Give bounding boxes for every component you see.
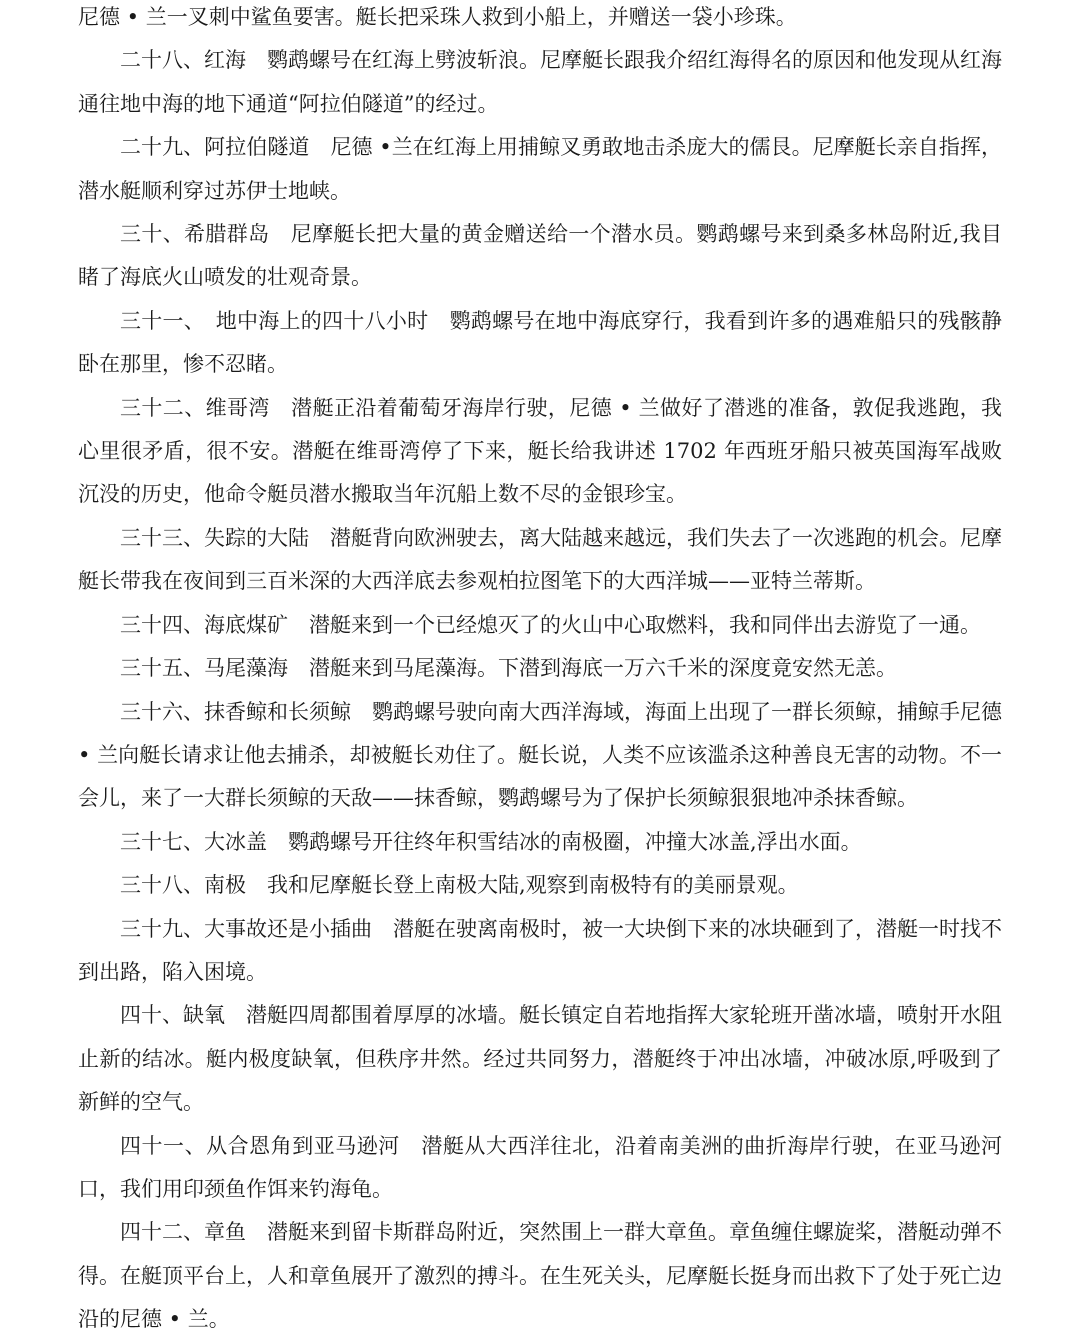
- paragraph-42-octopus: 四十二、章鱼 潜艇来到留卡斯群岛附近，突然围上一群大章鱼。章鱼缠住螺旋桨，潜艇动弹不得。在艇顶平台上，人和章鱼展开了激烈的搏斗。在生死关头，尼摩艇长挺身而出救下了处于死亡边沿的尼德 • 兰。: [78, 1220, 1002, 1332]
- paragraph-32-vigo-bay: 三十二、维哥湾 潜艇正沿着葡萄牙海岸行驶，尼德 • 兰做好了潜逃的准备，敦促我逃跑，我心里很矛盾，很不安。潜艇在维哥湾停了下来，艇长给我讲述 1702 年西班牙船只被英国海军战败沉没的历史，他命令艇员潜水搬取当年沉船上数不尽的金银珍宝。: [78, 395, 1002, 507]
- paragraph-33-lost-continent: 三十三、失踪的大陆 潜艇背向欧洲驶去，离大陆越来越远，我们失去了一次逃跑的机会。尼摩艇长带我在夜间到三百米深的大西洋底去参观柏拉图笔下的大西洋城——亚特兰蒂斯。: [78, 525, 1002, 594]
- paragraph-30-greek-islands: 三十、希腊群岛 尼摩艇长把大量的黄金赠送给一个潜水员。鹦鹉螺号来到桑多林岛附近,我目睹了海底火山喷发的壮观奇景。: [78, 222, 1002, 290]
- paragraph-27-continuation: 尼德 • 兰一叉刺中鲨鱼要害。艇长把采珠人救到小船上，并赠送一袋小珍珠。: [78, 5, 797, 29]
- paragraph-35-sargasso-sea: 三十五、马尾藻海 潜艇来到马尾藻海。下潜到海底一万六千米的深度竟安然无恙。: [120, 656, 897, 681]
- paragraph-29-arabian-tunnel: 二十九、阿拉伯隧道 尼德 •兰在红海上用捕鲸叉勇敢地击杀庞大的儒艮。尼摩艇长亲自指挥，潜水艇顺利穿过苏伊士地峡。: [78, 135, 1002, 203]
- paragraph-39-accident: 三十九、大事故还是小插曲 潜艇在驶离南极时，被一大块倒下来的冰块砸到了，潜艇一时找不到出路，陷入困境。: [78, 916, 1002, 984]
- paragraph-28-red-sea: 二十八、红海 鹦鹉螺号在红海上劈波斩浪。尼摩艇长跟我介绍红海得名的原因和他发现从红海通往地中海的地下通道“阿拉伯隧道”的经过。: [78, 48, 1002, 116]
- paragraph-37-ice-bank: 三十七、大冰盖 鹦鹉螺号开往终年积雪结冰的南极圈，冲撞大冰盖,浮出水面。: [120, 829, 862, 854]
- paragraph-31-mediterranean: 三十一、 地中海上的四十八小时 鹦鹉螺号在地中海底穿行，我看到许多的遇难船只的残骸静卧在那里，惨不忍睹。: [78, 308, 1002, 377]
- paragraph-40-lack-of-air: 四十、缺氧 潜艇四周都围着厚厚的冰墙。艇长镇定自若地指挥大家轮班开凿冰墙，喷射开水阻止新的结冰。艇内极度缺氧，但秩序井然。经过共同努力，潜艇终于冲出冰墙，冲破冰原,呼吸到了新鲜的空气。: [78, 1003, 1002, 1115]
- paragraph-38-south-pole: 三十八、南极 我和尼摩艇长登上南极大陆,观察到南极特有的美丽景观。: [120, 873, 799, 898]
- paragraph-36-whales: 三十六、抹香鲸和长须鲸 鹦鹉螺号驶向南大西洋海域，海面上出现了一群长须鲸，捕鲸手尼德 • 兰向艇长请求让他去捕杀，却被艇长劝住了。艇长说，人类不应该滥杀这种善良无害的动物。不一会儿，来了一大群长须鲸的天敌——抹香鲸，鹦鹉螺号为了保护长须鲸狠狠地冲杀抹香鲸。: [78, 699, 1002, 811]
- paragraph-41-cape-horn-amazon: 四十一、从合恩角到亚马逊河 潜艇从大西洋往北，沿着南美洲的曲折海岸行驶，在亚马逊河口，我们用印颈鱼作饵来钓海龟。: [78, 1133, 1002, 1201]
- paragraph-34-submarine-coal-mine: 三十四、海底煤矿 潜艇来到一个已经熄灭了的火山中心取燃料，我和同伴出去游览了一通。: [120, 612, 981, 637]
